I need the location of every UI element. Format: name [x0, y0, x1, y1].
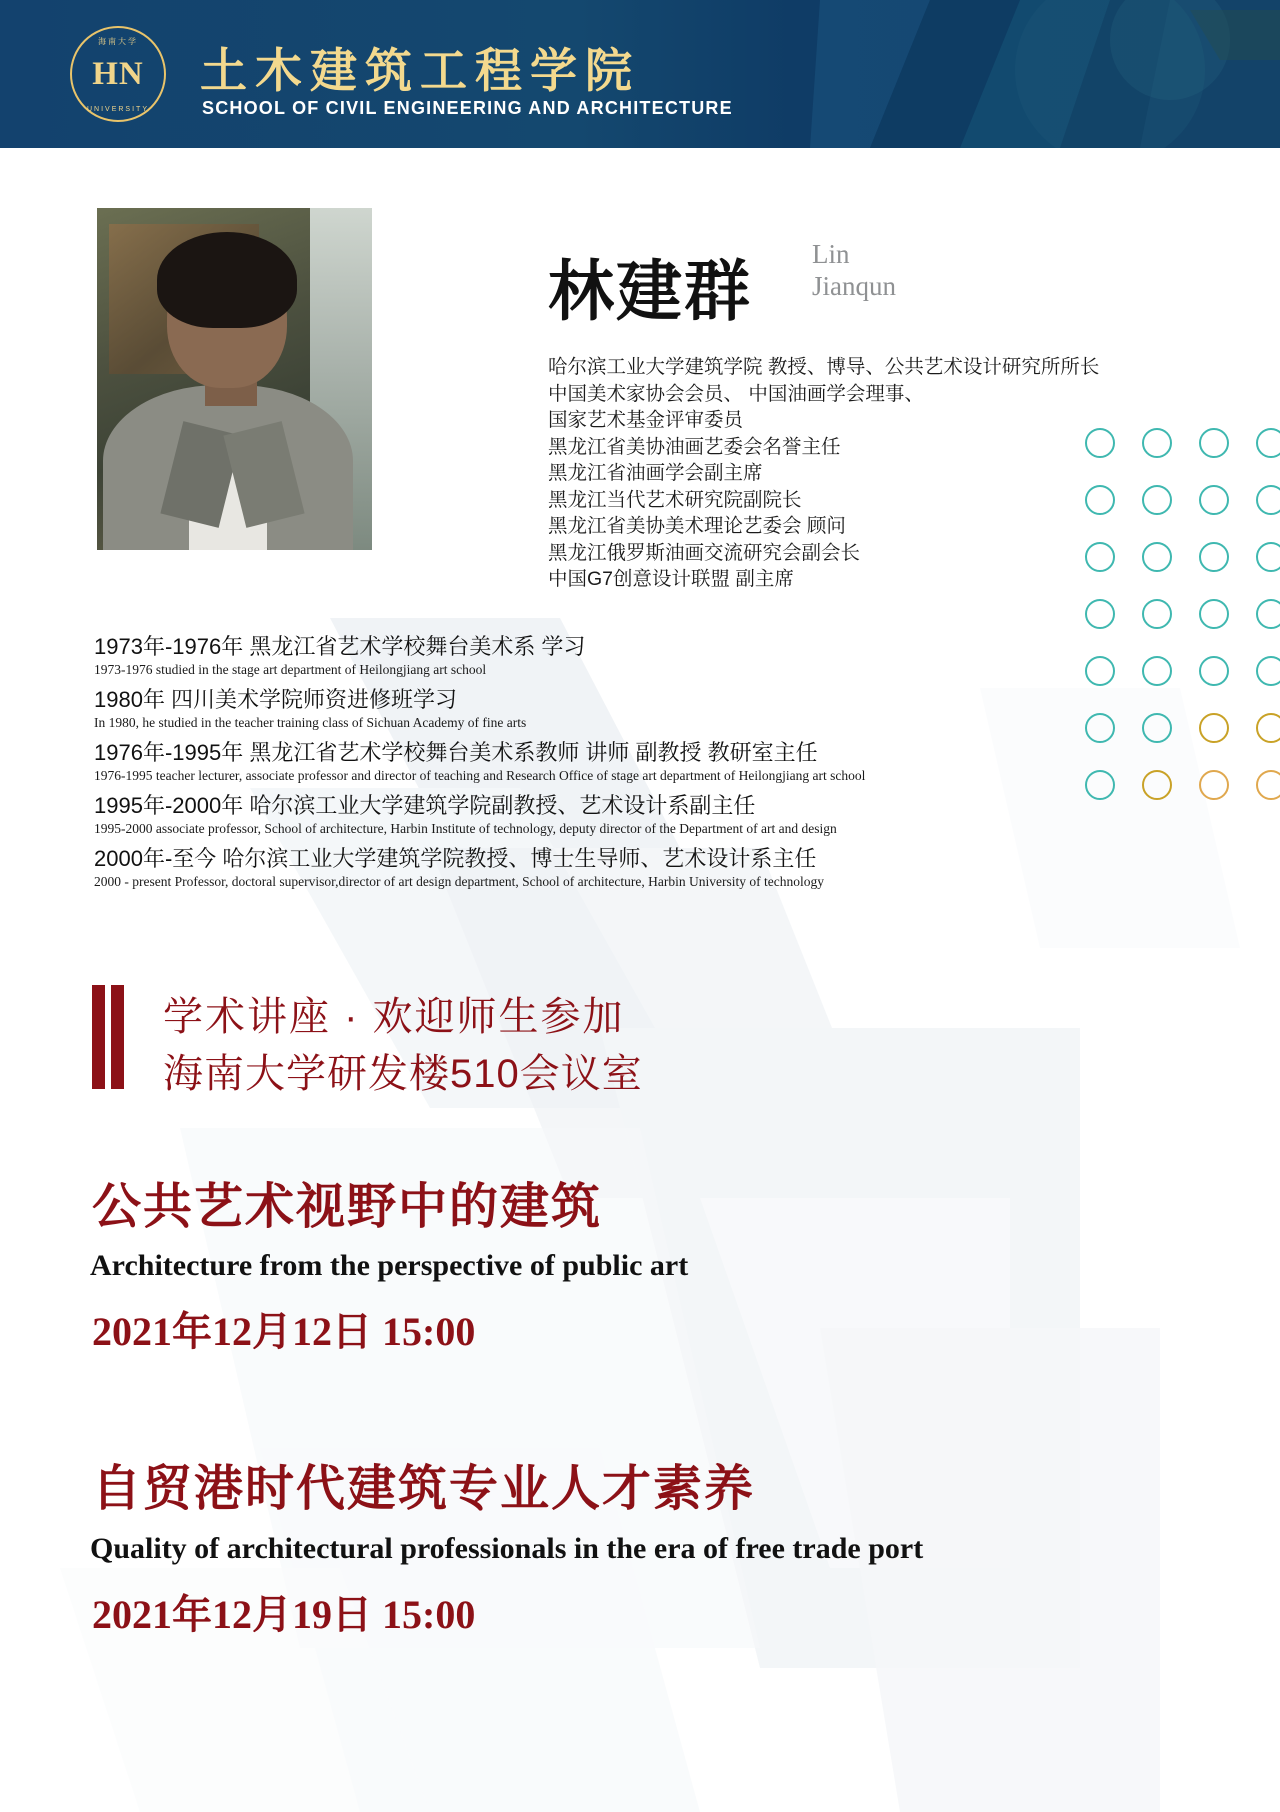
career-entry — [94, 685, 1104, 732]
speaker-title-item: 中国G7创意设计联盟 副主席 — [548, 568, 794, 590]
career-entry-cn: 2000年-至今 哈尔滨工业大学建筑学院教授、博士生导师、艺术设计系主任 — [94, 846, 817, 871]
lecture-banner-line1: 学术讲座 · 欢迎师生参加 — [163, 995, 625, 1039]
dot — [1085, 485, 1115, 515]
speaker-title-item: 黑龙江省油画学会副主席 — [548, 462, 763, 484]
dot — [1142, 599, 1172, 629]
dot — [1142, 713, 1172, 743]
career-entry-cn: 1995年-2000年 哈尔滨工业大学建筑学院副教授、艺术设计系副主任 — [94, 793, 756, 818]
speaker-portrait — [97, 208, 372, 550]
career-entry-en: 1973-1976 studied in the stage art department of Heilongjiang art school — [94, 662, 487, 677]
dot — [1199, 770, 1229, 800]
talk-2-datetime: 2021年12月19日 15:00 — [92, 1592, 476, 1637]
career-entry — [94, 632, 1104, 679]
dot — [1256, 713, 1280, 743]
speaker-title-item: 国家艺术基金评审委员 — [548, 409, 744, 431]
career-entry-cn: 1980年 四川美术学院师资进修班学习 — [94, 687, 458, 712]
dot — [1256, 770, 1280, 800]
career-entry-en: 1976-1995 teacher lecturer, associate professor and director of teaching and Research Office of stage art department of Heilongjiang art school — [94, 768, 866, 783]
school-name-cn: 土木建筑工程学院 — [200, 46, 640, 98]
dot — [1256, 542, 1280, 572]
talk-2-title-en: Quality of architectural professionals in the era of free trade port — [90, 1532, 924, 1565]
accent-bar — [111, 985, 124, 1089]
school-name-en: SCHOOL OF CIVIL ENGINEERING AND ARCHITECTURE — [202, 98, 733, 118]
career-entry-cn: 1976年-1995年 黑龙江省艺术学校舞台美术系教师 讲师 副教授 教研室主任 — [94, 740, 818, 765]
dot — [1199, 656, 1229, 686]
logo-monogram: HN — [92, 55, 144, 92]
career-entry-cn: 1973年-1976年 黑龙江省艺术学校舞台美术系 学习 — [94, 634, 586, 659]
speaker-title-item: 黑龙江当代艺术研究院副院长 — [548, 488, 802, 511]
dot — [1142, 428, 1172, 458]
career-timeline — [94, 632, 1104, 897]
dot — [1142, 656, 1172, 686]
career-entry-en: In 1980, he studied in the teacher training class of Sichuan Academy of fine arts — [94, 715, 527, 730]
university-logo — [70, 26, 166, 122]
speaker-name-en — [812, 238, 896, 302]
dot — [1199, 485, 1229, 515]
accent-bar — [92, 985, 105, 1089]
dot — [1085, 428, 1115, 458]
dot — [1199, 542, 1229, 572]
career-entry-en: 2000 - present Professor, doctoral supervisor,director of art design department, School of architecture, Harbin University of technology — [94, 874, 824, 889]
dot — [1199, 713, 1229, 743]
dot — [1142, 770, 1172, 800]
logo-ring-top-text: 海南大学 — [98, 37, 138, 46]
talk-1-title-cn: 公共艺术视野中的建筑 — [92, 1179, 603, 1234]
dot — [1256, 656, 1280, 686]
speaker-name-en-line2: Jianqun — [812, 271, 896, 301]
dot — [1256, 599, 1280, 629]
speaker-name-en-line1: Lin — [812, 239, 850, 269]
page-header — [0, 0, 1280, 148]
dot — [1085, 599, 1115, 629]
career-entry-en: 1995-2000 associate professor, School of architecture, Harbin Institute of technology, deputy director of the Department of art and design — [94, 821, 837, 836]
talk-2-title-cn: 自贸港时代建筑专业人才素养 — [92, 1461, 756, 1516]
lecture-banner-line2: 海南大学研发楼510会议室 — [163, 1052, 643, 1096]
career-entry — [94, 791, 1104, 838]
logo-ring-bottom-text: UNIVERSITY — [86, 106, 149, 113]
speaker-name-cn: 林建群 — [548, 256, 752, 329]
dot — [1256, 485, 1280, 515]
career-entry — [94, 844, 1104, 891]
speaker-title-item: 黑龙江俄罗斯油画交流研究会副会长 — [548, 541, 861, 564]
talk-1-datetime: 2021年12月12日 15:00 — [92, 1309, 476, 1354]
header-decoration — [810, 0, 1280, 148]
talk-1-title-en: Architecture from the perspective of public art — [90, 1249, 689, 1282]
speaker-title-item: 黑龙江省美协美术理论艺委会 顾问 — [548, 515, 846, 537]
dot — [1256, 428, 1280, 458]
speaker-title-item: 哈尔滨工业大学建筑学院 教授、博导、公共艺术设计研究所所长 — [548, 356, 1100, 378]
dot — [1085, 542, 1115, 572]
career-entry — [94, 738, 1104, 785]
dot — [1142, 542, 1172, 572]
banner-accent-bars — [92, 985, 140, 1089]
dot — [1199, 428, 1229, 458]
dot — [1199, 599, 1229, 629]
speaker-title-item: 黑龙江省美协油画艺委会名誉主任 — [548, 435, 841, 458]
portrait-hair — [157, 232, 297, 328]
dot — [1142, 485, 1172, 515]
speaker-title-item: 中国美术家协会会员、 中国油画学会理事、 — [548, 382, 924, 405]
